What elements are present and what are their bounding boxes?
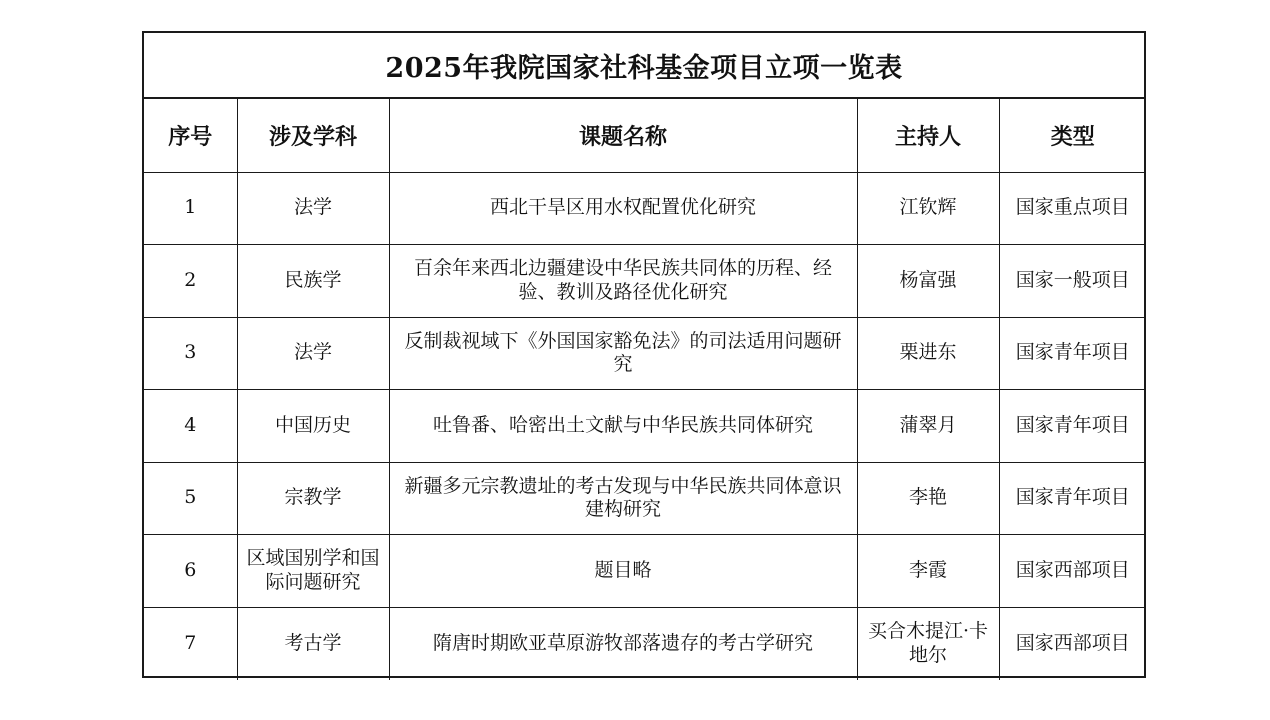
cell-discipline: 考古学 (237, 607, 389, 680)
cell-type: 国家一般项目 (999, 245, 1146, 318)
cell-host: 江钦辉 (857, 172, 999, 245)
cell-topic: 西北干旱区用水权配置优化研究 (389, 172, 857, 245)
cell-discipline: 区域国别学和国际问题研究 (237, 535, 389, 608)
cell-no: 3 (144, 317, 237, 390)
table-title: 2025年我院国家社科基金项目立项一览表 (144, 33, 1144, 99)
column-header-no: 序号 (144, 99, 237, 172)
table-row (144, 390, 1146, 463)
table-row (144, 172, 1146, 245)
column-header-topic: 课题名称 (389, 99, 857, 172)
header-row (144, 99, 1146, 172)
table-row (144, 317, 1146, 390)
cell-host: 李霞 (857, 535, 999, 608)
cell-no: 7 (144, 607, 237, 680)
cell-topic: 反制裁视域下《外国国家豁免法》的司法适用问题研究 (389, 317, 857, 390)
cell-discipline: 法学 (237, 317, 389, 390)
cell-type: 国家青年项目 (999, 317, 1146, 390)
cell-topic: 百余年来西北边疆建设中华民族共同体的历程、经验、教训及路径优化研究 (389, 245, 857, 318)
table-row (144, 535, 1146, 608)
cell-discipline: 法学 (237, 172, 389, 245)
cell-type: 国家青年项目 (999, 390, 1146, 463)
cell-type: 国家重点项目 (999, 172, 1146, 245)
cell-type: 国家西部项目 (999, 535, 1146, 608)
column-header-host: 主持人 (857, 99, 999, 172)
table-row (144, 462, 1146, 535)
cell-no: 4 (144, 390, 237, 463)
cell-host: 蒲翠月 (857, 390, 999, 463)
table-row (144, 245, 1146, 318)
cell-no: 1 (144, 172, 237, 245)
cell-discipline: 宗教学 (237, 462, 389, 535)
cell-no: 5 (144, 462, 237, 535)
cell-no: 6 (144, 535, 237, 608)
cell-no: 2 (144, 245, 237, 318)
cell-host: 李艳 (857, 462, 999, 535)
project-list-table (142, 31, 1146, 678)
cell-host: 杨富强 (857, 245, 999, 318)
cell-host: 栗进东 (857, 317, 999, 390)
projects-table (144, 99, 1146, 680)
cell-type: 国家西部项目 (999, 607, 1146, 680)
cell-type: 国家青年项目 (999, 462, 1146, 535)
cell-topic: 题目略 (389, 535, 857, 608)
cell-topic: 吐鲁番、哈密出土文献与中华民族共同体研究 (389, 390, 857, 463)
column-header-discipline: 涉及学科 (237, 99, 389, 172)
cell-discipline: 民族学 (237, 245, 389, 318)
cell-host: 买合木提江·卡地尔 (857, 607, 999, 680)
cell-topic: 新疆多元宗教遗址的考古发现与中华民族共同体意识建构研究 (389, 462, 857, 535)
table-row (144, 607, 1146, 680)
cell-topic: 隋唐时期欧亚草原游牧部落遗存的考古学研究 (389, 607, 857, 680)
column-header-type: 类型 (999, 99, 1146, 172)
cell-discipline: 中国历史 (237, 390, 389, 463)
